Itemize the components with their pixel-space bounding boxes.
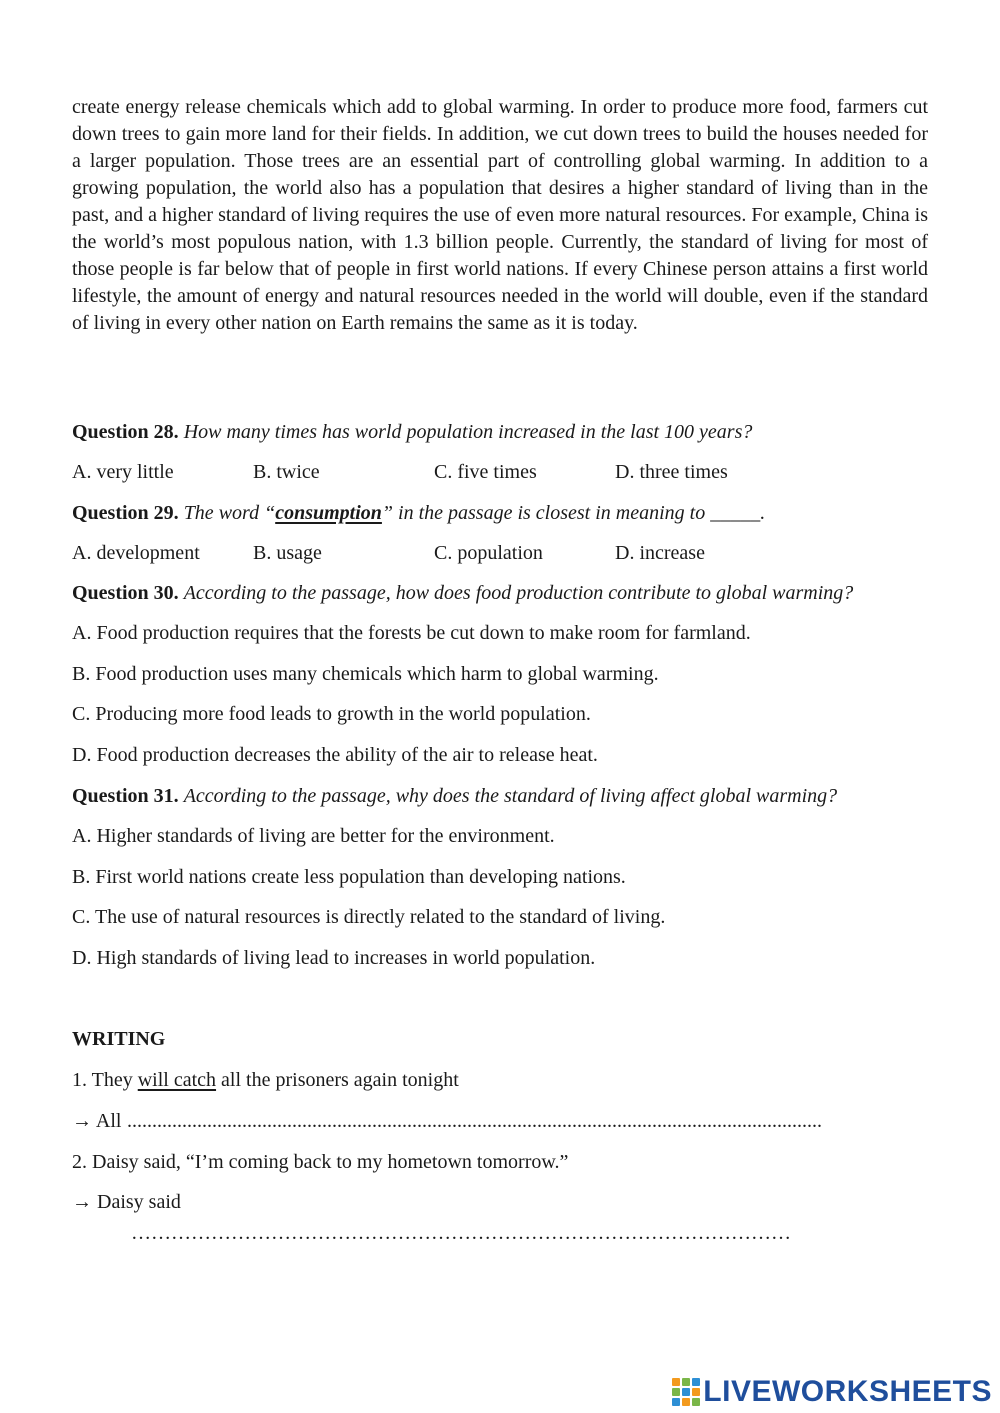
- reading-passage: create energy release chemicals which add to global warming. In order to produce more food, farmers cut down trees to gain more land for their fields. In addition, we cut down trees to build the houses needed for a larger population. Those trees are an essential part of controlling global warming. In addition to a growing population, the world also has a population that desires a higher standard of living than in the past, and a higher standard of living requires the use of even more natural resources. For example, China is the world’s most populous nation, with 1.3 billion people. Currently, the standard of living for most of those people is far below that of people in first world nations. If every Chinese person attains a first world lifestyle, the amount of energy and natural resources needed in the world will double, even if the standard of living in every other nation on Earth remains the same as it is today.: [72, 96, 928, 334]
- question-30-text: According to the passage, how does food production contribute to global warming?: [183, 582, 854, 604]
- writing-item-2: 2. Daisy said, “I’m coming back to my hometown tomorrow.”: [72, 1151, 569, 1173]
- question-31: [72, 785, 837, 808]
- q31-option-a[interactable]: A. Higher standards of living are better for the environment.: [72, 825, 555, 847]
- q30-option-c[interactable]: C. Producing more food leads to growth in the world population.: [72, 703, 591, 725]
- brand-name: LIVEWORKSHEETS: [703, 1375, 992, 1408]
- question-29-keyword: consumption: [275, 502, 382, 524]
- q30-option-a[interactable]: A. Food production requires that the forests be cut down to make room for farmland.: [72, 622, 751, 644]
- writing-heading: WRITING: [72, 1028, 166, 1050]
- q31-option-d[interactable]: D. High standards of living lead to increases in world population.: [72, 947, 596, 969]
- liveworksheets-logo: [672, 1374, 992, 1410]
- question-28: [72, 421, 752, 444]
- writing-item-2-answer-prompt: → Daisy said: [72, 1191, 181, 1213]
- writing-item-1-prefix: 1. They: [72, 1069, 138, 1091]
- writing-item-1-suffix: all the prisoners again tonight: [216, 1069, 459, 1091]
- question-29: [72, 502, 765, 525]
- q31-option-c[interactable]: C. The use of natural resources is directly related to the standard of living.: [72, 906, 666, 928]
- question-28-label: Question 28.: [72, 421, 179, 443]
- writing-item-2-answer-line[interactable]: ………………………………………………………………………………………: [131, 1222, 791, 1244]
- q29-option-c[interactable]: C. population: [434, 542, 543, 564]
- writing-item-1: [72, 1069, 459, 1092]
- writing-item-1-answer-prompt: → All: [72, 1110, 122, 1132]
- writing-item-1-underlined: will catch: [137, 1069, 217, 1091]
- q29-option-b[interactable]: B. usage: [253, 542, 322, 564]
- q30-option-d[interactable]: D. Food production decreases the ability of the air to release heat.: [72, 744, 598, 766]
- q30-option-b[interactable]: B. Food production uses many chemicals which harm to global warming.: [72, 663, 659, 685]
- question-30: [72, 582, 853, 605]
- writing-item-1-answer-line[interactable]: ...........................................................................................................................................: [127, 1110, 822, 1132]
- grid-logo-icon: [672, 1378, 700, 1406]
- question-29-text-before: The word “: [183, 502, 276, 524]
- question-31-label: Question 31.: [72, 785, 179, 807]
- question-31-text: According to the passage, why does the standard of living affect global warming?: [183, 785, 838, 807]
- q29-option-a[interactable]: A. development: [72, 542, 200, 564]
- q28-option-b[interactable]: B. twice: [253, 461, 320, 483]
- q28-option-a[interactable]: A. very little: [72, 461, 174, 483]
- q31-option-b[interactable]: B. First world nations create less population than developing nations.: [72, 866, 626, 888]
- question-29-text-after: ” in the passage is closest in meaning to _____.: [381, 502, 766, 524]
- question-28-text: How many times has world population increased in the last 100 years?: [183, 421, 753, 443]
- q29-option-d[interactable]: D. increase: [615, 542, 705, 564]
- q28-option-c[interactable]: C. five times: [434, 461, 537, 483]
- question-29-label: Question 29.: [72, 502, 179, 524]
- question-30-label: Question 30.: [72, 582, 179, 604]
- q28-option-d[interactable]: D. three times: [615, 461, 728, 483]
